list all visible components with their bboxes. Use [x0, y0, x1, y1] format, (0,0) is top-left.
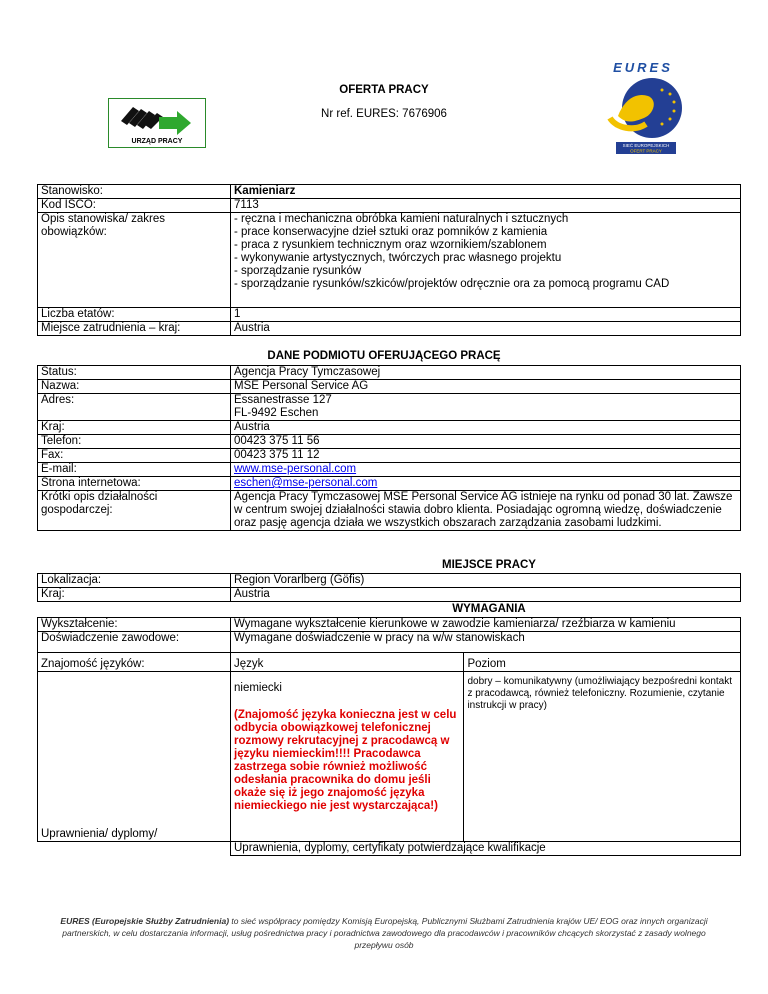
opis-label: Opis stanowiska/ zakres obowiązków:	[38, 213, 231, 308]
employer-table	[37, 365, 741, 531]
svg-text:SIEĆ EUROPEJSKICH: SIEĆ EUROPEJSKICH	[622, 143, 670, 148]
wyksztalcenie-label: Wykształcenie:	[38, 618, 231, 632]
isco-label: Kod ISCO:	[38, 199, 231, 213]
table-row	[38, 618, 741, 632]
table-row	[38, 653, 741, 672]
adres-line: Essanestrasse 127	[234, 394, 332, 406]
table-row	[38, 366, 741, 380]
employer-section-title: DANE PODMIOTU OFERUJĄCEGO PRACĘ	[267, 350, 501, 362]
adres-value	[231, 394, 741, 421]
duty-item: - praca z rysunkiem technicznym oraz wzornikiem/szablonem	[234, 239, 547, 251]
status-value: Agencja Pracy Tymczasowej	[231, 366, 741, 380]
footer-text: to sieć współpracy pomiędzy Komisją Europejską, Publicznymi Służbami Zatrudnienia krajów UE/ EOG oraz innych organizacji partnerskich, w celu dostarczania informacji, usług pośrednictwa pracy i poradnictwa zawodowego dla pracodawców i pracowników chcących skorzystać z zasady wolnego przepływu osób	[62, 916, 708, 950]
urzad-pracy-logo	[108, 98, 206, 148]
spacer	[38, 842, 231, 856]
table-row	[38, 632, 741, 653]
urzad-pracy-icon	[109, 99, 205, 147]
place-section-title: MIEJSCE PRACY	[442, 559, 536, 571]
duty-item: - prace konserwacyjne dzieł sztuki oraz pomników z kamienia	[234, 226, 548, 238]
adres-label: Adres:	[38, 394, 231, 421]
table-row	[38, 842, 741, 856]
table-row	[38, 185, 741, 199]
wyksztalcenie-value: Wymagane wykształcenie kierunkowe w zawodzie kamieniarza/ rzeźbiarza w kamieniu	[231, 618, 741, 632]
poziom-header: Poziom	[464, 653, 741, 672]
telefon-label: Telefon:	[38, 435, 231, 449]
email-link[interactable]: www.mse-personal.com	[234, 463, 357, 475]
doswiadczenie-label: Doświadczenie zawodowe:	[38, 632, 231, 653]
duty-item: - sporządzanie rysunków	[234, 265, 362, 277]
reference-number: Nr ref. EURES: 7676906	[321, 108, 447, 120]
jezyk-value: niemiecki	[234, 682, 282, 694]
stanowisko-label: Stanowisko:	[38, 185, 231, 199]
jezyki-label: Znajomość języków:	[38, 653, 231, 672]
requirements-section-title: WYMAGANIA	[452, 603, 526, 615]
eures-icon	[600, 58, 686, 158]
kraj-label: Kraj:	[38, 421, 231, 435]
jezyk-cell	[231, 672, 464, 842]
table-row	[38, 477, 741, 491]
table-row	[38, 308, 741, 322]
isco-value: 7113	[231, 199, 741, 213]
fax-value: 00423 375 11 12	[231, 449, 741, 463]
nazwa-label: Nazwa:	[38, 380, 231, 394]
table-row	[38, 421, 741, 435]
etaty-value: 1	[231, 308, 741, 322]
status-label: Status:	[38, 366, 231, 380]
opis-dzialalnosci-label: Krótki opis działalności gospodarczej:	[38, 491, 231, 531]
table-row	[38, 574, 741, 588]
poziom-value: dobry – komunikatywny (umożliwiający bezpośredni kontakt z pracodawcą, również telefoniczny. Rozumienie, czytanie instrukcji w pracy)	[464, 672, 741, 842]
duty-item: - sporządzanie rysunków/szkiców/projektów odręcznie ora za pomocą programu CAD	[234, 278, 670, 290]
adres-line: FL-9492 Eschen	[234, 407, 319, 419]
stanowisko-value: Kamieniarz	[231, 185, 741, 199]
email-label: E-mail:	[38, 463, 231, 477]
www-label: Strona internetowa:	[38, 477, 231, 491]
place-kraj-value: Austria	[231, 588, 741, 602]
table-row	[38, 199, 741, 213]
nazwa-value: MSE Personal Service AG	[231, 380, 741, 394]
miejsce-value: Austria	[231, 322, 741, 336]
table-row	[38, 380, 741, 394]
doswiadczenie-value: Wymagane doświadczenie w pracy na w/w stanowiskach	[231, 632, 741, 653]
place-kraj-label: Kraj:	[38, 588, 231, 602]
footer-bold: EURES (Europejskie Służby Zatrudnienia)	[60, 916, 230, 926]
place-table	[37, 573, 741, 602]
miejsce-label: Miejsce zatrudnienia – kraj:	[38, 322, 231, 336]
svg-text:EURES: EURES	[613, 60, 673, 75]
www-cell	[231, 477, 741, 491]
table-row	[38, 394, 741, 421]
duty-item: - wykonywanie artystycznych, twórczych prac własnego projektu	[234, 252, 562, 264]
table-row	[38, 491, 741, 531]
table-row	[38, 322, 741, 336]
eures-logo	[600, 58, 686, 158]
kraj-value: Austria	[231, 421, 741, 435]
duty-item: - ręczna i mechaniczna obróbka kamieni naturalnych i sztucznych	[234, 213, 569, 225]
table-row	[38, 435, 741, 449]
table-row	[38, 588, 741, 602]
lokalizacja-label: Lokalizacja:	[38, 574, 231, 588]
opis-dzialalnosci-value: Agencja Pracy Tymczasowej MSE Personal Service AG istnieje na rynku od ponad 30 lat. Zawsze w centrum swojej działalności stawia dobro klienta. Posiadając ogromną wiedzę, doświadczenie oraz pasję agencja działa we wszystkich obszarach zarządzania zasobami ludzkimi.	[231, 491, 741, 531]
requirements-table	[37, 617, 741, 856]
job-table	[37, 184, 741, 336]
table-row	[38, 213, 741, 308]
uprawnienia-label: Uprawnienia/ dyplomy/	[38, 672, 231, 842]
telefon-value: 00423 375 11 56	[231, 435, 741, 449]
svg-text:URZĄD PRACY: URZĄD PRACY	[131, 138, 183, 145]
website-link[interactable]: eschen@mse-personal.com	[234, 477, 378, 489]
duties-list	[231, 213, 741, 308]
fax-label: Fax:	[38, 449, 231, 463]
etaty-label: Liczba etatów:	[38, 308, 231, 322]
document-title: OFERTA PRACY	[339, 84, 429, 96]
language-note: (Znajomość języka konieczna jest w celu odbycia obowiązkowej telefonicznej rozmowy rekrutacyjnej z pracodawcą w języku niemieckim!!!! Pracodawca zastrzega sobie również możliwość odesłania pracownika do domu jeśli okaże się iż jego znajomość języka niemieckiego nie jest wystarczająca!)	[234, 709, 457, 812]
table-row	[38, 449, 741, 463]
footer-note	[60, 915, 708, 951]
svg-text:OFERT PRACY: OFERT PRACY	[630, 148, 662, 154]
table-row	[38, 672, 741, 842]
email-cell	[231, 463, 741, 477]
uprawnienia-value: Uprawnienia, dyplomy, certyfikaty potwierdzające kwalifikacje	[231, 842, 741, 856]
lokalizacja-value: Region Vorarlberg (Göfis)	[231, 574, 741, 588]
table-row	[38, 463, 741, 477]
jezyk-header: Język	[231, 653, 464, 672]
